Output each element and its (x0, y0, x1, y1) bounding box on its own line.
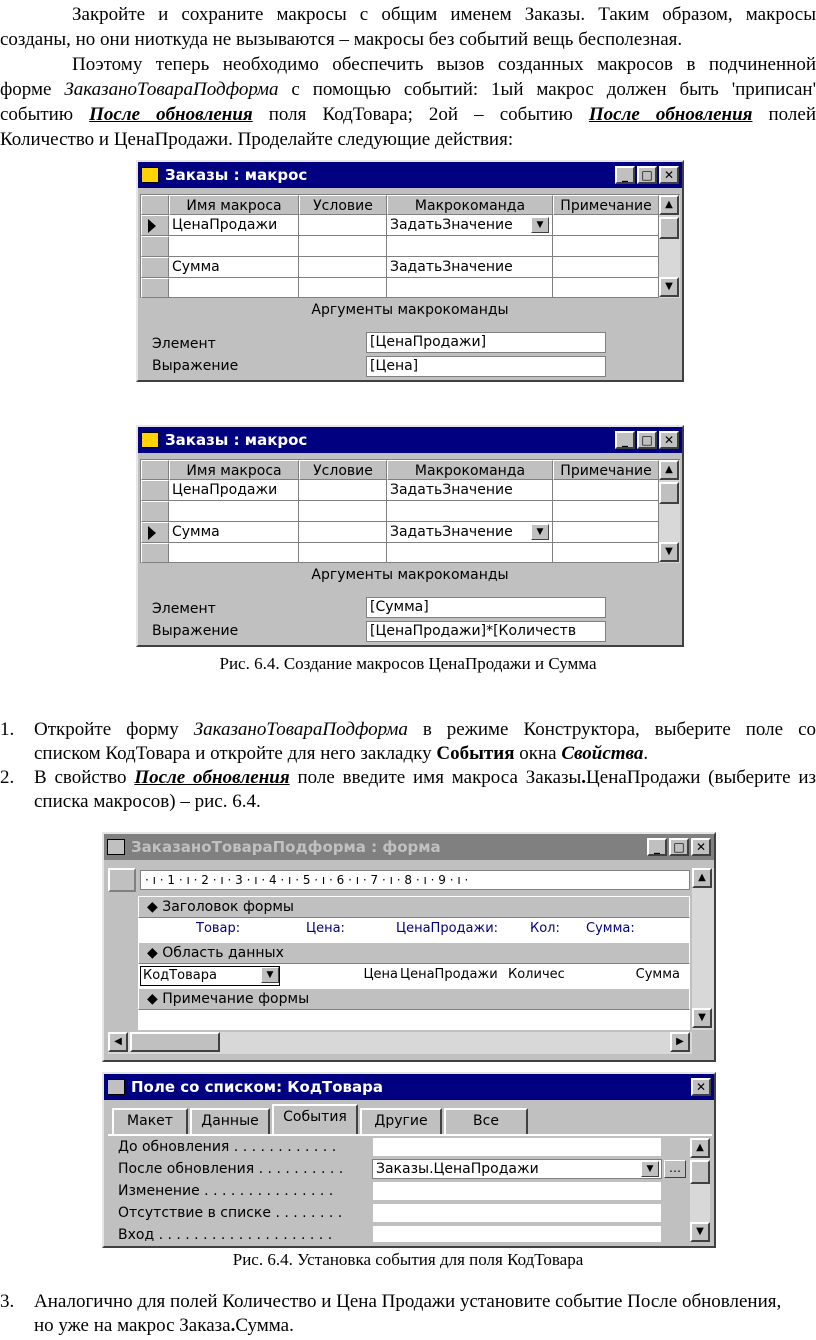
step-line: В свойство После обновления поле введите имя макроса Заказы.ЦенаПродажи (выберите из (34, 767, 816, 788)
vertical-scrollbar[interactable] (659, 195, 680, 298)
grid-corner (141, 195, 169, 215)
tab-all[interactable]: Все (444, 1108, 528, 1134)
minimize-icon[interactable]: _ (647, 838, 667, 856)
column-header: Имя макроса (169, 460, 299, 480)
tab-layout[interactable]: Макет (112, 1108, 188, 1134)
intro-line: форме ЗаказаноТовараПодформа с помощью событий: 1ый макрос должен быть 'приписан' (0, 79, 816, 100)
condition-cell[interactable] (299, 236, 387, 257)
macro-icon (141, 167, 159, 183)
window-title: Заказы : макрос (165, 166, 308, 184)
form-window-titlebar[interactable] (104, 834, 714, 860)
macro-name-cell[interactable] (169, 236, 299, 257)
form-selector[interactable] (108, 868, 136, 892)
row-selector[interactable] (141, 278, 169, 298)
dropdown-arrow-icon[interactable]: ▼ (531, 524, 549, 540)
window-title: Заказы : макрос (165, 431, 308, 449)
macro-name-cell[interactable]: ЦенаПродажи (169, 215, 299, 236)
macro-name-cell[interactable]: Сумма (169, 522, 299, 543)
scroll-up-icon[interactable]: ▲ (690, 1138, 710, 1158)
macro-window-2[interactable] (136, 425, 684, 647)
after-update-field[interactable]: Заказы.ЦенаПродажи ▼ (372, 1159, 662, 1179)
close-icon[interactable]: ✕ (659, 166, 679, 184)
arg-expression-field[interactable]: [ЦенаПродажи]*[Количеств (366, 621, 606, 642)
action-cell[interactable] (387, 543, 553, 563)
grid-corner (141, 460, 169, 480)
scroll-down-icon[interactable]: ▼ (690, 1222, 710, 1242)
figure-caption: Рис. 6.4. Установка события для поля КодТовара (232, 1250, 584, 1269)
section-arrow-icon: ◆ (147, 899, 158, 915)
scroll-down-icon[interactable]: ▼ (659, 542, 679, 562)
step-1 (0, 718, 816, 768)
condition-cell[interactable] (299, 543, 387, 563)
column-header: Примечание (553, 460, 659, 480)
condition-cell[interactable] (299, 501, 387, 522)
form-icon (107, 839, 125, 855)
vertical-scrollbar[interactable] (690, 1138, 710, 1242)
dropdown-arrow-icon[interactable]: ▼ (261, 967, 279, 983)
intro-paragraph-1 (0, 2, 816, 52)
maximize-icon[interactable]: □ (669, 838, 689, 856)
design-area[interactable] (138, 896, 690, 1030)
label-quantity[interactable]: Кол: (530, 921, 560, 936)
arg-label: Элемент (152, 601, 216, 617)
label-sum[interactable]: Сумма: (586, 921, 635, 936)
macro-name-cell[interactable] (169, 543, 299, 563)
maximize-icon[interactable]: □ (637, 431, 657, 449)
change-field[interactable] (372, 1181, 662, 1201)
property-label: Отсутствие в списке . . . . . . . . (118, 1205, 343, 1221)
row-selector[interactable] (141, 480, 169, 501)
tab-events[interactable]: События (272, 1104, 358, 1134)
scroll-up-icon[interactable]: ▲ (659, 460, 679, 480)
arg-label: Выражение (152, 623, 239, 639)
figure-caption: Рис. 6.4. Создание макросов ЦенаПродажи и Сумма (219, 654, 597, 673)
condition-cell[interactable] (299, 522, 387, 543)
intro-line: Поэтому теперь необходимо обеспечить вызов созданных макросов в подчиненной (72, 54, 816, 75)
intro-paragraph-2 (0, 52, 816, 152)
action-cell[interactable]: ЗадатьЗначение ▼ (387, 215, 553, 236)
macro-window-1[interactable] (136, 160, 684, 382)
arg-element-field[interactable]: [ЦенаПродажи] (366, 332, 606, 353)
window-title: Поле со списком: КодТовара (131, 1078, 383, 1096)
comment-cell[interactable] (553, 278, 659, 298)
action-cell[interactable] (387, 278, 553, 298)
macro-name-cell[interactable] (169, 278, 299, 298)
close-icon[interactable]: ✕ (691, 1078, 711, 1096)
comment-cell[interactable] (553, 236, 659, 257)
condition-cell[interactable] (299, 215, 387, 236)
current-row-arrow-icon (148, 526, 156, 540)
row-selector[interactable] (141, 501, 169, 522)
step-line: списком КодТовара и откройте для него закладку События окна Свойства. (34, 743, 649, 764)
macro-name-cell[interactable]: Сумма (169, 257, 299, 278)
comment-cell[interactable] (553, 522, 659, 543)
not-in-list-field[interactable] (372, 1203, 662, 1223)
macro-grid[interactable] (140, 194, 680, 298)
scroll-thumb[interactable] (659, 482, 679, 504)
step-text (34, 718, 816, 766)
step-number: 1. (0, 719, 15, 740)
intro-line: Количество и ЦенаПродажи. Проделайте следующие действия: (0, 129, 514, 150)
form-design-window[interactable] (102, 832, 716, 1062)
condition-cell[interactable] (299, 278, 387, 298)
row-selector[interactable] (141, 257, 169, 278)
action-cell[interactable] (387, 501, 553, 522)
scroll-thumb[interactable] (659, 217, 679, 239)
step-text (34, 766, 816, 814)
arg-label: Выражение (152, 358, 239, 374)
enter-field[interactable] (372, 1225, 662, 1243)
scroll-up-icon[interactable]: ▲ (692, 868, 712, 888)
comment-cell[interactable] (553, 543, 659, 563)
detail-section[interactable]: ◆ Область данных (138, 942, 690, 964)
minimize-icon[interactable]: _ (615, 166, 635, 184)
macro-name-cell[interactable]: ЦенаПродажи (169, 480, 299, 501)
row-selector[interactable] (141, 236, 169, 257)
intro-line: событию После обновления поля КодТовара; 2ой – событию После обновления полей (0, 104, 816, 125)
close-icon[interactable]: ✕ (691, 838, 711, 856)
row-selector[interactable] (141, 543, 169, 563)
current-row-arrow-icon (148, 219, 156, 233)
intro-line: созданы, но они ниоткуда не вызываются – макросы без событий вещь бесполезная. (0, 29, 683, 50)
dropdown-arrow-icon[interactable]: ▼ (531, 217, 549, 233)
scroll-thumb[interactable] (130, 1032, 220, 1052)
arg-label: Элемент (152, 336, 216, 352)
product-code-combobox[interactable]: КодТовара ▼ (140, 966, 280, 986)
macro-window-titlebar[interactable] (138, 427, 682, 453)
section-arrow-icon: ◆ (147, 991, 158, 1007)
action-cell[interactable] (387, 236, 553, 257)
macro-name-cell[interactable] (169, 501, 299, 522)
macro-icon (141, 432, 159, 448)
action-cell[interactable]: ЗадатьЗначение (387, 480, 553, 501)
step-3 (0, 1290, 816, 1340)
step-number: 2. (0, 767, 15, 788)
properties-icon (107, 1079, 125, 1095)
section-arrow-icon: ◆ (147, 945, 158, 961)
vertical-scrollbar[interactable] (692, 868, 714, 1030)
condition-cell[interactable] (299, 257, 387, 278)
column-header: Условие (299, 460, 387, 480)
comment-cell[interactable] (553, 257, 659, 278)
maximize-icon[interactable]: □ (637, 166, 657, 184)
label-sale-price[interactable]: ЦенаПродажи: (396, 921, 499, 936)
form-footer-section[interactable]: ◆ Примечание формы (138, 988, 690, 1010)
comment-cell[interactable] (553, 501, 659, 522)
scroll-left-icon[interactable]: ◀ (108, 1032, 128, 1052)
scroll-down-icon[interactable]: ▼ (659, 277, 679, 297)
sale-price-field[interactable]: ЦенаПродажи (400, 967, 498, 982)
arguments-title: Аргументы макрокоманды (311, 567, 509, 583)
column-header: Примечание (553, 195, 659, 215)
property-window-titlebar[interactable] (104, 1074, 714, 1100)
vertical-scrollbar[interactable] (659, 460, 680, 563)
step-2 (0, 766, 816, 816)
action-cell[interactable]: ЗадатьЗначение (387, 257, 553, 278)
properties-panel (108, 1134, 712, 1242)
property-label: Вход . . . . . . . . . . . . . . . . . . . . (118, 1227, 333, 1243)
tab-other[interactable]: Другие (360, 1108, 442, 1134)
tab-data[interactable]: Данные (190, 1108, 270, 1134)
horizontal-scrollbar[interactable] (108, 1032, 692, 1054)
arguments-title: Аргументы макрокоманды (311, 302, 509, 318)
scroll-down-icon[interactable]: ▼ (692, 1008, 712, 1028)
step-text (34, 1290, 816, 1338)
macro-grid[interactable] (140, 459, 680, 563)
dropdown-arrow-icon[interactable]: ▼ (641, 1161, 659, 1177)
step-line: Откройте форму ЗаказаноТовараПодформа в режиме Конструктора, выберите поле со (34, 719, 816, 740)
builder-button[interactable]: … (664, 1160, 686, 1178)
property-label: До обновления . . . . . . . . . . . . (118, 1139, 337, 1155)
quantity-field[interactable]: Количес (508, 967, 565, 982)
label-price[interactable]: Цена: (306, 921, 345, 936)
column-header: Макрокоманда (387, 460, 553, 480)
arg-expression-field[interactable]: [Цена] (366, 356, 606, 377)
macro-window-titlebar[interactable] (138, 162, 682, 188)
price-field[interactable]: Цена (363, 967, 398, 982)
step-line: списка макросов) – рис. 6.4. (34, 791, 261, 812)
form-header-section[interactable]: ◆ Заголовок формы (138, 896, 690, 918)
vertical-ruler (108, 896, 136, 1030)
intro-line: Закройте и сохраните макросы с общим именем Заказы. Таким образом, макросы (72, 4, 816, 25)
step-number: 3. (0, 1291, 15, 1312)
arg-element-field[interactable]: [Сумма] (366, 597, 606, 618)
action-cell[interactable]: ЗадатьЗначение ▼ (387, 522, 553, 543)
column-header: Макрокоманда (387, 195, 553, 215)
row-selector[interactable] (141, 215, 169, 236)
column-header: Условие (299, 195, 387, 215)
window-title: ЗаказаноТовараПодформа : форма (131, 838, 441, 856)
label-product[interactable]: Товар: (196, 921, 241, 936)
row-selector[interactable] (141, 522, 169, 543)
scroll-right-icon[interactable]: ▶ (670, 1032, 690, 1052)
step-line: но уже на макрос Заказа.Сумма. (34, 1315, 294, 1336)
step-line: Аналогично для полей Количество и Цена Продажи установите событие После обновления, (34, 1291, 782, 1312)
comment-cell[interactable] (553, 480, 659, 501)
property-label: После обновления . . . . . . . . . . (118, 1161, 344, 1177)
comment-cell[interactable] (553, 215, 659, 236)
scroll-thumb[interactable] (690, 1160, 710, 1184)
property-sheet-window[interactable] (102, 1072, 716, 1248)
minimize-icon[interactable]: _ (615, 431, 635, 449)
scroll-up-icon[interactable]: ▲ (659, 195, 679, 215)
property-label: Изменение . . . . . . . . . . . . . . . (118, 1183, 334, 1199)
sum-field[interactable]: Сумма (635, 967, 680, 982)
close-icon[interactable]: ✕ (659, 431, 679, 449)
column-header: Имя макроса (169, 195, 299, 215)
condition-cell[interactable] (299, 480, 387, 501)
horizontal-ruler: · ı · 1 · ı · 2 · ı · 3 · ı · 4 · ı · 5 · ı · 6 · ı · 7 · ı · 8 · ı · 9 · ı · (140, 870, 690, 890)
before-update-field[interactable] (372, 1137, 662, 1157)
